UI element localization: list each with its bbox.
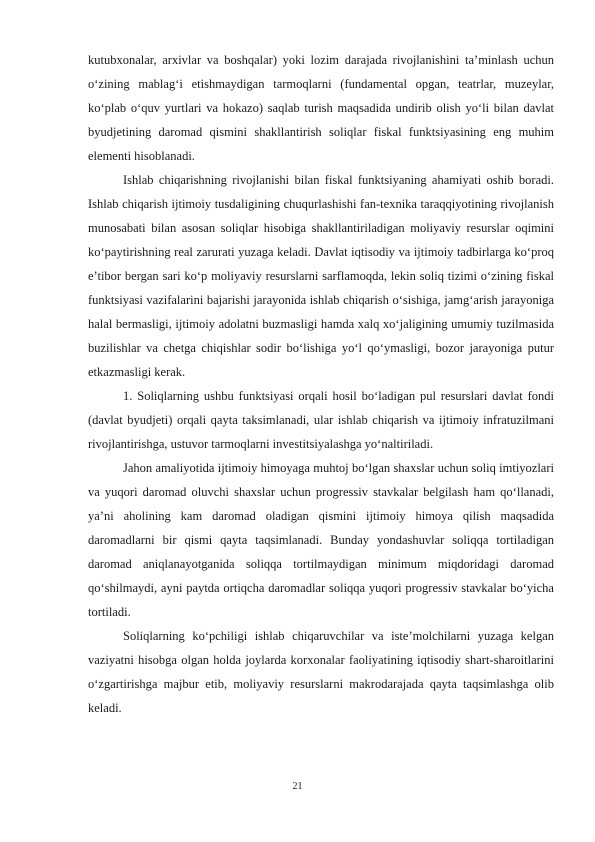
paragraph-2: Ishlab chiqarishning rivojlanishi bilan fiskal funktsiyaning ahamiyati oshib boradi. Ishlab chiqarish ijtimoiy tusdaligining chuqurlashishi fan-texnika taraqqiyotining rivojlanish munosabati bilan asosan soliqlar hisobiga shakllantiriladigan moliyaviy resurslar oqimini ko‘paytirishning real zarurati yuzaga keladi. Davlat iqtisodiy va ijtimoiy tadbirlarga ko‘proq e’tibor bergan sari ko‘p moliyaviy resurslarni sarflamoqda, lekin soliq tizimi o‘zining fiskal funktsiyasi vazifalarini bajarishi jarayonida ishlab chiqarish o‘sishiga, jamg‘arish jarayoniga halal bermasligi, ijtimoiy adolatni buzmasligi hamda xalq xo‘jaligining umumiy tuzilmasida buzilishlar va chetga chiqishlar sodir bo‘lishiga yo‘l qo‘ymasligi, bozor jarayoniga putur etkazmasligi kerak. (88, 173, 554, 379)
paragraph-4: Jahon amaliyotida ijtimoiy himoyaga muhtoj bo‘lgan shaxslar uchun soliq imtiyozlari va yuqori daromad oluvchi shaxslar uchun progressiv stavkalar belgilash ham qo‘llanadi, ya’ni aholining kam daromad oladigan qismini ijtimoiy himoya qilish maqsadida daromadlarni bir qismi qayta taqsimlanadi. Bunday yondashuvlar soliqqa tortiladigan daromad aniqlanayotganida soliqqa tortilmaydigan minimum miqdoridagi daromad qo‘shilmaydi, ayni paytda ortiqcha daromadlar soliqqa yuqori progressiv stavkalar bo‘yicha tortiladi. (88, 461, 554, 619)
paragraph-5: Soliqlarning ko‘pchiligi ishlab chiqaruvchilar va iste’molchilarni yuzaga kelgan vaziyatni hisobga olgan holda joylarda korxonalar faoliyatining iqtisodiy shart-sharoitlarini o‘zgartirishga majbur etib, moliyaviy resurslarni makrodarajada qayta taqsimlashga olib keladi. (88, 629, 554, 715)
page-number: 21 (292, 781, 303, 792)
document-body (88, 48, 554, 720)
paragraph-1: kutubxonalar, arxivlar va boshqalar) yoki lozim darajada rivojlanishini ta’minlash uchun o‘zining mablag‘i etishmaydigan tarmoqlarni (fundamental opgan, teatrlar, muzeylar, ko‘plab o‘quv yurtlari va hokazo) saqlab turish maqsadida undirib olish yo‘li bilan davlat byudjetining daromad qismini shakllantirish soliqlar fiskal funktsiyasining eng muhim elementi hisoblanadi. (88, 53, 554, 163)
paragraph-3: 1. Soliqlarning ushbu funktsiyasi orqali hosil bo‘ladigan pul resurslari davlat fondi (davlat byudjeti) orqali qayta taksimlanadi, ular ishlab chiqarish va ijtimoiy infratuzilmani rivojlantirishga, ustuvor tarmoqlarni investitsiyalashga yo‘naltiriladi. (88, 389, 554, 451)
